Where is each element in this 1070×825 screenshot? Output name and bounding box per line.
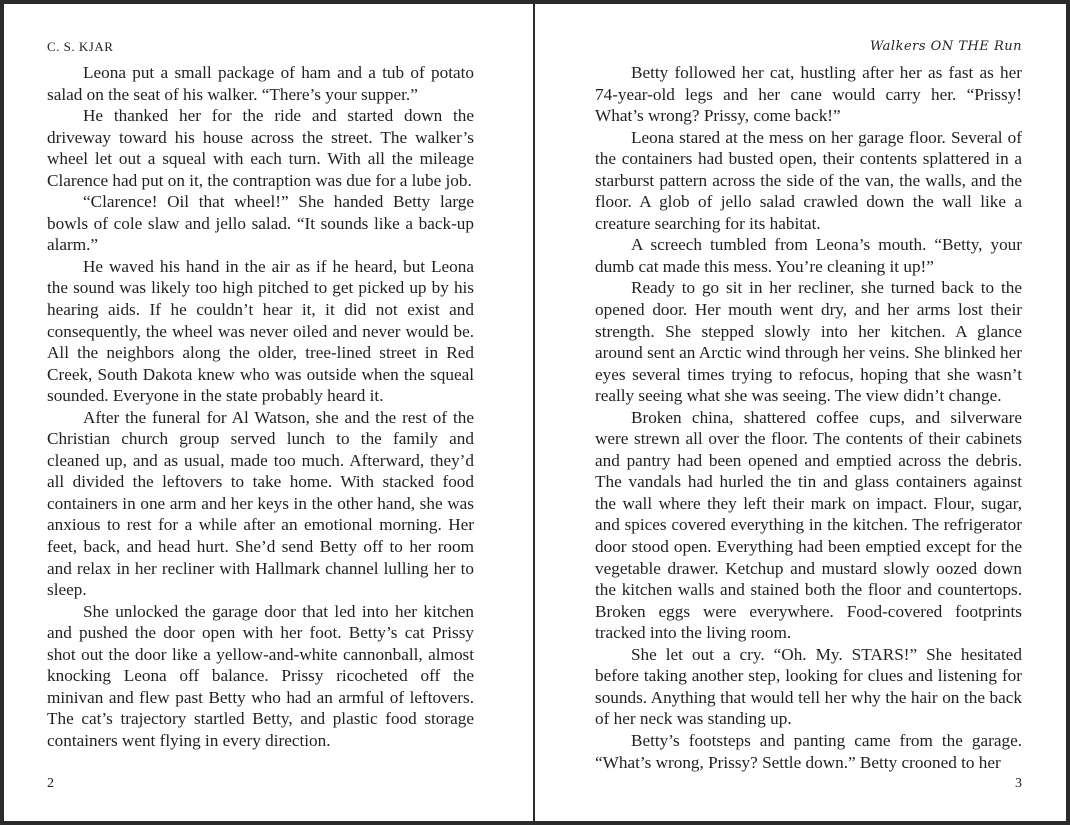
paragraph: He waved his hand in the air as if he heard, but Leona the sound was likely too high pitched to get picked up by his hearing aids. If he couldn’t hear it, it did not exist and consequently, the wheel was never oiled and never would be. All the neighbors along the older, tree-lined street in Red Creek, South Dakota knew who was outside when the squeal sounded. Everyone in the state probably heard it. (47, 256, 474, 406)
paragraph: A screech tumbled from Leona’s mouth. “Betty, your dumb cat made this mess. You’re cleaning it up!” (595, 235, 1022, 276)
paragraph: Betty followed her cat, hustling after her as fast as her 74-year-old legs and her cane would carry her. “Prissy! What’s wrong? Prissy, come back!” (595, 63, 1022, 126)
left-page-body (47, 62, 474, 752)
book-spine-divider (533, 0, 535, 825)
paragraph: After the funeral for Al Watson, she and the rest of the Christian church group served lunch to the family and cleaned up, and as usual, made too much. Afterward, they’d all divided the leftovers to take home. With stacked food containers in one arm and her keys in the other hand, she was anxious to rest for a while after an emotional morning. Her feet, back, and head hurt. She’d send Betty off to her room and relax in her recliner with Hallmark channel lulling her to sleep. (47, 407, 474, 600)
right-page (595, 0, 1022, 825)
paragraph: He thanked her for the ride and started down the driveway toward his house across the street. The walker’s wheel let out a squeal with each turn. With all the mileage Clarence had put on it, the contraption was due for a lube job. (47, 106, 474, 190)
paragraph: She let out a cry. “Oh. My. STARS!” She hesitated before taking another step, looking for clues and listening for sounds. Anything that would tell her why the hair on the back of her neck was standing up. (595, 644, 1022, 729)
paragraph: Broken china, shattered coffee cups, and silverware were strewn all over the floor. The contents of their cabinets and pantry had been opened and emptied across the debris. The vandals had hurled the tin and glass containers against the wall where they left their mark on impact. Flour, sugar, and spices covered everything in the kitchen. The refrigerator door stood open. Everything had been emptied except for the vegetable drawer. Ketchup and mustard slowly oozed down the kitchen walls and stained both the floor and countertops. Broken eggs were everywhere. Food-covered footprints tracked into the living room. (595, 407, 1022, 643)
paragraph: Betty’s footsteps and panting came from the garage. “What’s wrong, Prissy? Settle down.” Betty crooned to her (595, 730, 1022, 772)
page-number: 3 (1015, 776, 1022, 791)
right-page-body (595, 62, 1022, 773)
page-number: 2 (47, 776, 54, 791)
paragraph: “Clarence! Oil that wheel!” She handed Betty large bowls of cole slaw and jello salad. “It sounds like a back-up alarm.” (47, 192, 474, 255)
left-page (47, 0, 474, 825)
paragraph: Ready to go sit in her recliner, she turned back to the opened door. Her mouth went dry, and her arms lost their strength. She stepped slowly into her kitchen. A glance around sent an Arctic wind through her veins. She blinked her eyes several times trying to refocus, hoping that she wasn’t really seeing what she was seeing. The view didn’t change. (595, 278, 1022, 406)
author-running-head: C. S. KJAR (47, 39, 114, 54)
paragraph: Leona put a small package of ham and a tub of potato salad on the seat of his walker. “There’s your supper.” (47, 63, 474, 104)
paragraph: Leona stared at the mess on her garage floor. Several of the containers had busted open, their contents splattered in a starburst pattern across the side of the van, the walls, and the floor. A glob of jello salad crawled down the wall like a creature searching for its habitat. (595, 127, 1022, 233)
paragraph: She unlocked the garage door that led into her kitchen and pushed the door open with her foot. Betty’s cat Prissy shot out the door like a yellow-and-white cannonball, almost knocking Leona off balance. Prissy ricocheted off the minivan and flew past Betty who had an armful of leftovers. The cat’s trajectory startled Betty, and plastic food storage containers went flying in every direction. (47, 601, 474, 750)
title-running-head: Walkers ON THE Run (869, 39, 1022, 54)
